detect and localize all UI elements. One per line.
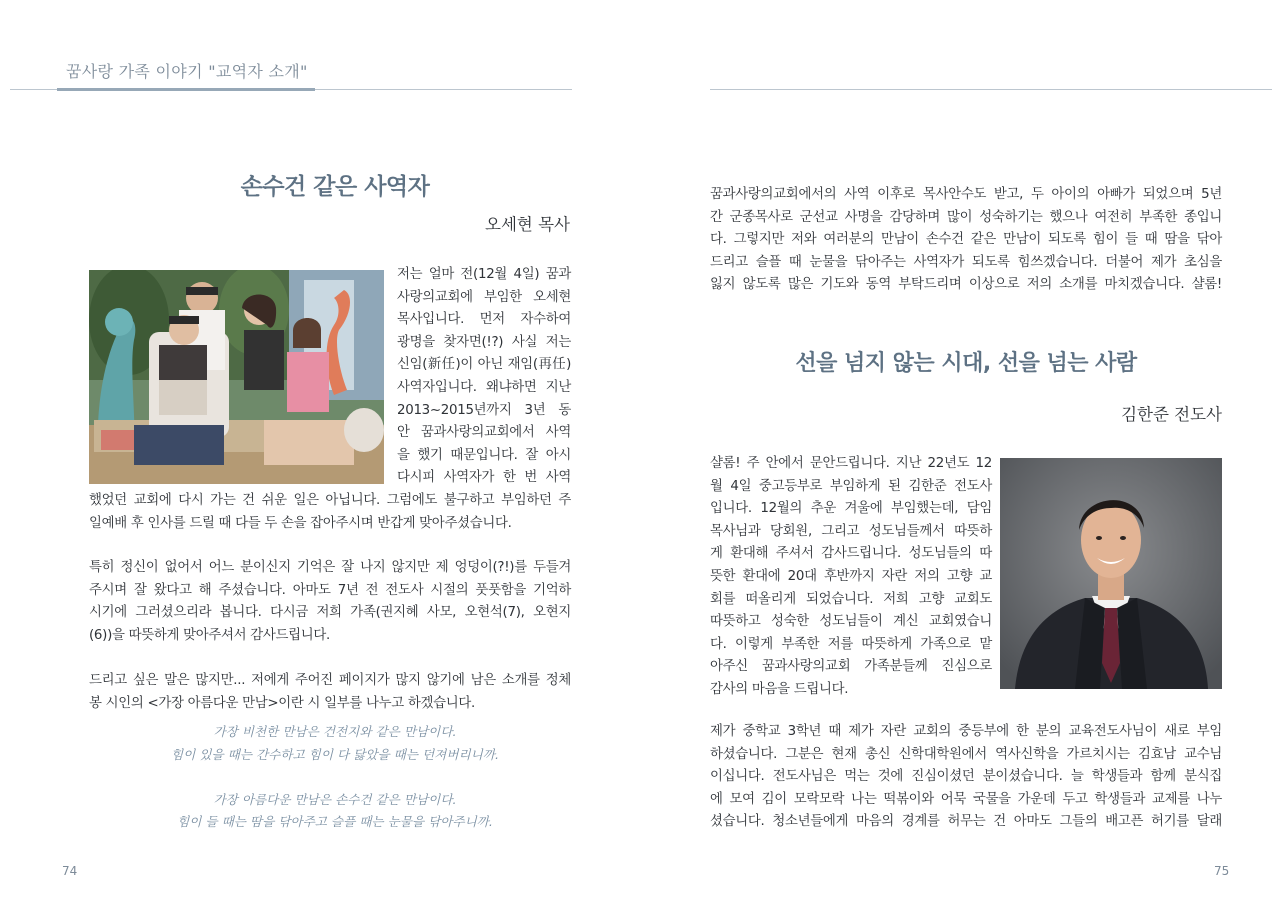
text-line: 셨습니다. 청소년들에게 마음의 경계를 허무는 건 아마도 그들의 배고픈 허기를 달래 [710,814,1222,830]
text-line: 목사님과 당회원, 그리고 성도님들께서 따뜻하 [710,523,992,539]
text-line: 광명을 찾자면(!?) 사실 저는 [397,334,571,350]
text-line: 이십니다. 전도사님은 먹는 것에 진심이셨던 분이셨습니다. 늘 학생들과 함께 분식집 [710,769,1222,785]
text-line: 신임(新任)이 아닌 재임(再任) [397,357,571,373]
header-rule [710,89,1272,90]
text-line: 다. 그렇지만 저와 여러분의 만남이 손수건 같은 만남이 되도록 힘이 들 때 땀을 닦아 [710,232,1222,248]
article-title: 선을 넘지 않는 시대, 선을 넘는 사람 [795,351,1137,376]
text-line: 제가 중학교 3학년 때 제가 자란 교회의 중등부에 한 분의 교육전도사님이 새로 부임 [710,724,1222,739]
text-line: 입니다. 12월의 추운 겨울에 부임했는데, 담임 [710,501,992,517]
family-photo-icon [89,270,384,484]
text-line: 사랑의교회에 부임한 오세현 [397,289,571,305]
paragraph-2 [89,557,571,647]
page-number: 75 [1214,864,1230,878]
text-line: 사역자입니다. 왜냐하면 지난 [397,379,571,395]
text-line: 간 군종목사로 군선교 사명을 감당하며 많이 성숙하기는 했으나 여전히 부족한 종입니 [710,209,1222,225]
text-line: 뜻한 환대에 20대 후반까지 자란 저의 고향 교 [710,568,992,584]
text-line: 봉 시인의 <가장 아름다운 만남>이란 시 일부를 나누고 하겠습니다. [89,695,475,711]
text-line: 감사의 마음을 드립니다. [710,681,849,697]
text-line: 에 모여 김이 모락모락 나는 떡볶이와 어묵 국물을 가운데 두고 학생들과 교제를 나누 [710,791,1222,807]
text-line: 2013~2015년까지 3년 동 [397,402,571,418]
poem-line: 힘이 있을 때는 간수하고 힘이 다 닳았을 때는 던져버리니까. [170,746,499,762]
poem-quote [80,721,590,834]
text-line: 아주신 꿈과사랑의교회 가족분들께 진심으로 [710,659,992,675]
text-line: 특히 정신이 없어서 어느 분이신지 기억은 잘 나지 않지만 제 엉덩이(?!)를 두들겨 [89,560,571,575]
author-name: 김한준 전도사 [1121,405,1222,424]
text-line: 따뜻하고 성숙한 성도님들이 계신 교회였습니 [710,614,992,630]
text-line: 했었던 교회에 다시 가는 건 쉬운 일은 아닙니다. 그럼에도 불구하고 부임하던 주 [89,493,571,508]
family-photo [89,270,384,484]
header-accent-bar [57,88,315,91]
intro-wrapped-text [397,264,571,490]
text-line: 다. 이렇게 부족한 저를 따뜻하게 가족으로 맡 [710,636,992,652]
poem-line [80,766,590,789]
text-line: (6))을 따뜻하게 맞아주셔서 감사드립니다. [89,627,330,643]
text-line: 안 꿈과사랑의교회에서 사역 [397,425,571,441]
text-line: 목사입니다. 먼저 자수하여 [397,312,571,328]
text-line: 샬롬! 주 안에서 문안드립니다. 지난 22년도 12 [710,456,992,471]
text-line: 을 했기 때문입니다. 잘 아시 [397,447,571,463]
text-line: 시기에 그러셨으리라 봅니다. 다시금 저희 가족(권지혜 사모, 오현석(7), 오현지 [89,605,571,621]
text-line: 저는 얼마 전(12월 4일) 꿈과 [397,267,571,282]
portrait-photo [1000,458,1222,689]
running-header: 꿈사랑 가족 이야기 "교역자 소개" [66,62,308,81]
right-page [642,0,1284,918]
poem-line: 가장 비천한 만남은 건전지와 같은 만남이다. [213,724,457,739]
text-line: 일예배 후 인사를 드릴 때 다들 두 손을 잡아주시며 반갑게 맞아주셨습니다. [89,515,512,531]
text-line: 잃지 않도록 많은 기도와 동역 부탁드리며 이상으로 저의 소개를 마치겠습니다. 샬롬! [710,277,1222,293]
text-line: 드리고 싶은 말은 많지만... 저에게 주어진 페이지가 많지 않기에 남은 소개를 정체 [89,673,571,688]
text-line: 다시피 사역자가 한 번 사역 [397,470,571,486]
text-line: 회를 떠올리게 되었습니다. 저희 고향 교회도 [710,591,992,607]
text-line: 하셨습니다. 그분은 현재 총신 신학대학원에서 역사신학을 가르치시는 김효남 교수님 [710,746,1222,762]
intro-wrapped-text [710,453,992,702]
article-title: 손수건 같은 사역자 [240,174,430,200]
text-line: 주시며 잘 왔다고 해 주셨습니다. 아마도 7년 전 전도사 시절의 풋풋함을 기억하 [89,582,571,598]
portrait-photo-icon [1000,458,1222,689]
author-name: 오세현 목사 [485,215,570,234]
poem-line: 힘이 들 때는 땀을 닦아주고 슬플 때는 눈물을 닦아주니까. [177,814,493,830]
intro-paragraph [710,184,1222,297]
text-line: 게 환대해 주셔서 감사드립니다. 성도님들의 따 [710,546,992,562]
poem-line: 가장 아름다운 만남은 손수건 같은 만남이다. [213,791,457,807]
paragraph-3 [89,670,571,715]
paragraph-2 [710,721,1222,834]
text-line: 드리고 슬플 때 눈물을 닦아주는 사역자가 되도록 힘쓰겠습니다. 더불어 제가 초심을 [710,254,1222,270]
paragraph-1 [89,490,571,535]
page-number: 74 [62,864,78,878]
text-line: 월 4일 중고등부로 부임하게 된 김한준 전도사 [710,478,992,494]
text-line: 꿈과사랑의교회에서의 사역 이후로 목사안수도 받고, 두 아이의 아빠가 되었으며 5년 [710,187,1222,202]
